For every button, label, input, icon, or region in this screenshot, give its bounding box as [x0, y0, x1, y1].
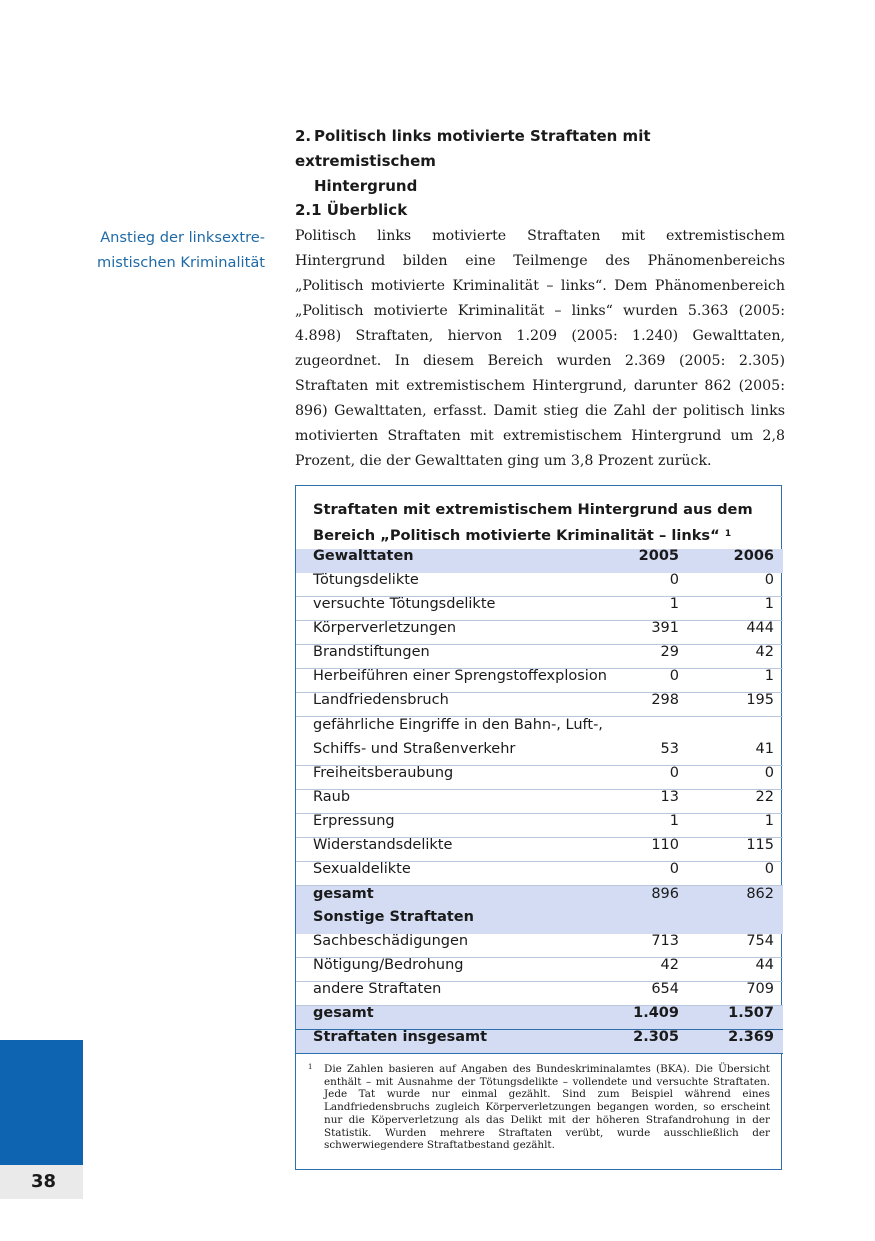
table-cell-2005: 713 [651, 933, 679, 949]
table-cell-label: gesamt [313, 1005, 374, 1021]
table-cell-label: Freiheitsberaubung [313, 765, 454, 781]
table-cell-2005: 110 [651, 837, 679, 853]
table-cell-2006: 22 [755, 789, 774, 805]
table-body [296, 549, 783, 1054]
table-cell-2005: 42 [660, 957, 679, 973]
table-cell-label: Brandstiftungen [313, 644, 430, 660]
table-cell-label: Erpressung [313, 813, 395, 829]
table-cell-2005: 29 [660, 644, 679, 660]
table-cell-label: Gewalttaten [313, 548, 414, 564]
table-cell-2006: 44 [755, 957, 774, 973]
table-cell-label: Straftaten insgesamt [313, 1029, 488, 1045]
section-heading [295, 124, 785, 199]
table-cell-label: Körperverletzungen [313, 620, 457, 636]
statistics-table [295, 485, 782, 1170]
table-cell-2006: 709 [746, 981, 774, 997]
table-cell-2005: 0 [669, 765, 679, 781]
table-cell-2006: 41 [755, 741, 774, 757]
subsection-heading: 2.1 Überblick [295, 201, 408, 219]
table-cell-2006: 754 [746, 933, 774, 949]
table-cell-2006: 2.369 [728, 1029, 774, 1045]
table-title [313, 497, 773, 548]
table-cell-2005: 391 [651, 620, 679, 636]
table-cell-2006: 0 [764, 861, 774, 877]
page-number: 38 [30, 1171, 56, 1192]
table-header-2005: 2005 [638, 548, 679, 564]
table-cell-2006: 195 [746, 692, 774, 708]
table-cell-label: gesamt [313, 886, 374, 902]
table-cell-2006: 862 [746, 886, 774, 902]
margin-note [60, 225, 265, 275]
table-cell-label: Sonstige Straftaten [313, 909, 474, 925]
table-header-2006: 2006 [733, 548, 774, 564]
table-cell-2005: 2.305 [633, 1029, 679, 1045]
table-cell-2006: 1 [764, 813, 774, 829]
table-cell-2005: 1 [669, 813, 679, 829]
table-cell-label: Tötungsdelikte [313, 572, 419, 588]
table-cell-2006: 115 [746, 837, 774, 853]
table-cell-label: Herbeiführen einer Sprengstoffexplosion [313, 668, 607, 684]
table-cell-label: Raub [313, 789, 351, 805]
table-row [296, 717, 783, 766]
table-cell-label: Landfriedensbruch [313, 692, 449, 708]
table-cell-2006: 1 [764, 668, 774, 684]
table-cell-2005: 654 [651, 981, 679, 997]
table-cell-2005: 1.409 [633, 1005, 679, 1021]
table-title-footnote-mark: 1 [724, 529, 732, 539]
table-cell-2005: 298 [651, 692, 679, 708]
footnote-mark: 1 [308, 1063, 313, 1071]
section-title-line2: Hintergrund [314, 177, 418, 195]
table-cell-label: Widerstandsdelikte [313, 837, 453, 853]
margin-note-line1: Anstieg der linksextre- [100, 229, 265, 246]
table-cell-2006: 444 [746, 620, 774, 636]
table-cell-2005: 53 [660, 741, 679, 757]
page-color-block [0, 1040, 83, 1165]
table-total-row [296, 1030, 783, 1054]
table-cell-label: gefährliche Eingriffe in den Bahn-, Luft-, [313, 717, 603, 733]
table-title-line1: Straftaten mit extremistischem Hintergrund aus dem [313, 501, 753, 518]
table-cell-2006: 0 [764, 765, 774, 781]
table-cell-2005: 1 [669, 596, 679, 612]
page-number-box [0, 1165, 83, 1199]
table-title-line2: Bereich „Politisch motivierte Kriminalität – links“ [313, 527, 720, 544]
table-cell-label: versuchte Tötungsdelikte [313, 596, 496, 612]
table-cell-label: Sachbeschädigungen [313, 933, 469, 949]
table-cell-2005: 896 [651, 886, 679, 902]
table-cell-label-continued: Schiffs- und Straßenverkehr [313, 741, 516, 757]
table-cell-2005: 0 [669, 861, 679, 877]
table-cell-2006: 42 [755, 644, 774, 660]
section-number: 2. [295, 127, 312, 145]
table-footnote [308, 1063, 770, 1152]
table-cell-label: andere Straftaten [313, 981, 442, 997]
footnote-text: Die Zahlen basieren auf Angaben des Bundeskriminalamtes (BKA). Die Übersicht enthält – mit Ausnahme der Tötungsdelikte – vollendete und versuchte Straftaten. Jede Tat wurde nur einmal gezählt. Sind zum Beispiel während eines Landfriedensbruchs zugleich Körperverletzungen begangen worden, so erscheint nur die Köperverletzung als das Delikt mit der höheren Strafandrohung in der Statistik. Wurden mehrere Straftaten verübt, wurde ausschließlich der schwerwiegendere Straftatbestand gezählt. [324, 1063, 770, 1152]
margin-note-line2: mistischen Kriminalität [97, 254, 265, 271]
body-paragraph: Politisch links motivierte Straftaten mit extremistischem Hintergrund bilden eine Teilmenge des Phänomenbereichs „Politisch motivierte Kriminalität – links“. Dem Phänomenbereich „Politisch motivierte Kriminalität – links“ wurden 5.363 (2005: 4.898) Straftaten, hiervon 1.209 (2005: 1.240) Gewalttaten, zugeordnet. In diesem Bereich wurden 2.369 (2005: 2.305) Straftaten mit extremistischem Hintergrund, darunter 862 (2005: 896) Gewalttaten, erfasst. Damit stieg die Zahl der politisch links motivierten Straftaten mit extremistischem Hintergrund um 2,8 Prozent, die der Gewalttaten ging um 3,8 Prozent zurück. [295, 228, 785, 469]
section-title-line1: Politisch links motivierte Straftaten mit extremistischem [295, 127, 651, 170]
table-cell-2006: 0 [764, 572, 774, 588]
table-cell-label: Sexualdelikte [313, 861, 411, 877]
table-cell-label: Nötigung/Bedrohung [313, 957, 464, 973]
table-cell-2005: 0 [669, 668, 679, 684]
table-cell-2006: 1.507 [728, 1005, 774, 1021]
table-cell-2005: 13 [660, 789, 679, 805]
table-cell-2005: 0 [669, 572, 679, 588]
table-cell-2006: 1 [764, 596, 774, 612]
